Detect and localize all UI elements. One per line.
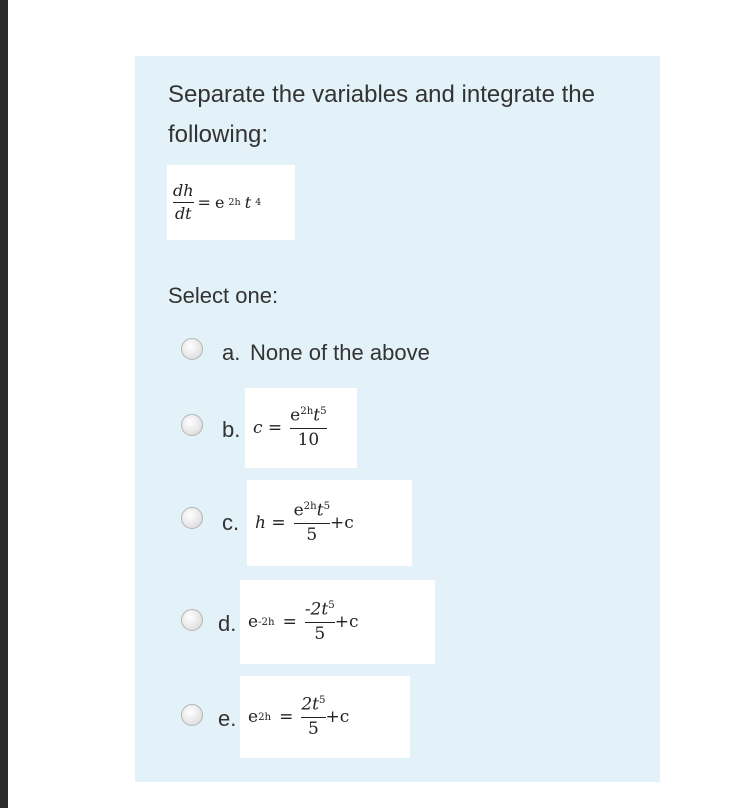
option-d-equals: =	[282, 612, 297, 632]
option-b-fraction	[290, 406, 326, 449]
fraction-bar	[294, 523, 330, 524]
option-e-equals: =	[279, 707, 294, 727]
radio-option-c[interactable]	[181, 507, 203, 529]
derivative-fraction	[173, 182, 194, 222]
option-d-tail: +c	[334, 612, 359, 632]
derivative-denominator: dt	[174, 204, 192, 223]
option-d-lhs-exp: -2h	[258, 616, 275, 628]
option-c-denominator: 5	[306, 524, 318, 545]
option-e-formula[interactable]	[240, 676, 410, 758]
option-b-num-var: t	[313, 406, 321, 427]
option-c-num-var-exp: 5	[323, 501, 331, 513]
option-e-num-exp: 5	[319, 695, 326, 707]
option-c-num-var: t	[316, 501, 324, 522]
option-e-lhs-base: e	[248, 707, 259, 727]
fraction-bar	[290, 428, 326, 429]
option-e-fraction	[301, 695, 325, 738]
fraction-bar	[173, 202, 194, 203]
option-b-num-exp: 2h	[300, 406, 314, 418]
rhs-variable-exponent: 4	[255, 197, 262, 208]
option-c-lhs: h =	[255, 513, 286, 533]
fraction-bar	[305, 622, 335, 623]
option-c-num-base: e	[293, 501, 304, 522]
option-d-lhs-base: e	[248, 612, 259, 632]
option-e-lhs-exp: 2h	[258, 711, 272, 723]
option-d-formula[interactable]	[240, 580, 435, 664]
option-c-num-exp: 2h	[303, 501, 317, 513]
fraction-bar	[301, 717, 325, 718]
option-b-letter: b.	[222, 417, 241, 442]
option-b-num-base: e	[290, 406, 301, 427]
option-e-letter: e.	[218, 706, 237, 731]
select-one-label: Select one:	[168, 283, 279, 308]
radio-option-d[interactable]	[181, 609, 203, 631]
question-equation	[167, 165, 295, 240]
rhs-variable: t	[244, 193, 252, 212]
option-d-numerator: -2t	[304, 600, 329, 621]
radio-option-b[interactable]	[181, 414, 203, 436]
option-e-tail: +c	[325, 707, 350, 727]
radio-option-a[interactable]	[181, 338, 203, 360]
option-c-formula[interactable]	[247, 480, 412, 566]
option-d-fraction	[305, 600, 335, 643]
derivative-numerator: dh	[173, 181, 194, 201]
option-e-denominator: 5	[308, 718, 319, 739]
rhs-base: e	[214, 193, 225, 212]
option-d-letter: d.	[218, 611, 237, 636]
option-d-denominator: 5	[314, 623, 326, 644]
option-b-formula[interactable]	[245, 388, 357, 468]
radio-option-e[interactable]	[181, 704, 203, 726]
option-c-tail: +c	[330, 513, 354, 533]
option-c-letter: c.	[222, 510, 240, 535]
option-a-text: None of the above	[250, 340, 430, 365]
option-c-fraction	[294, 501, 330, 544]
window-edge	[0, 0, 8, 808]
option-e-numerator: 2t	[301, 695, 320, 716]
option-d-num-exp: 5	[328, 600, 335, 612]
option-a-letter: a.	[222, 340, 241, 365]
option-b-lhs: c =	[253, 418, 283, 438]
question-prompt: Separate the variables and integrate the following:	[168, 81, 595, 148]
equals-sign: =	[197, 193, 211, 212]
option-b-num-var-exp: 5	[320, 406, 327, 418]
option-b-denominator: 10	[297, 429, 320, 450]
rhs-exponent: 2h	[228, 197, 241, 208]
